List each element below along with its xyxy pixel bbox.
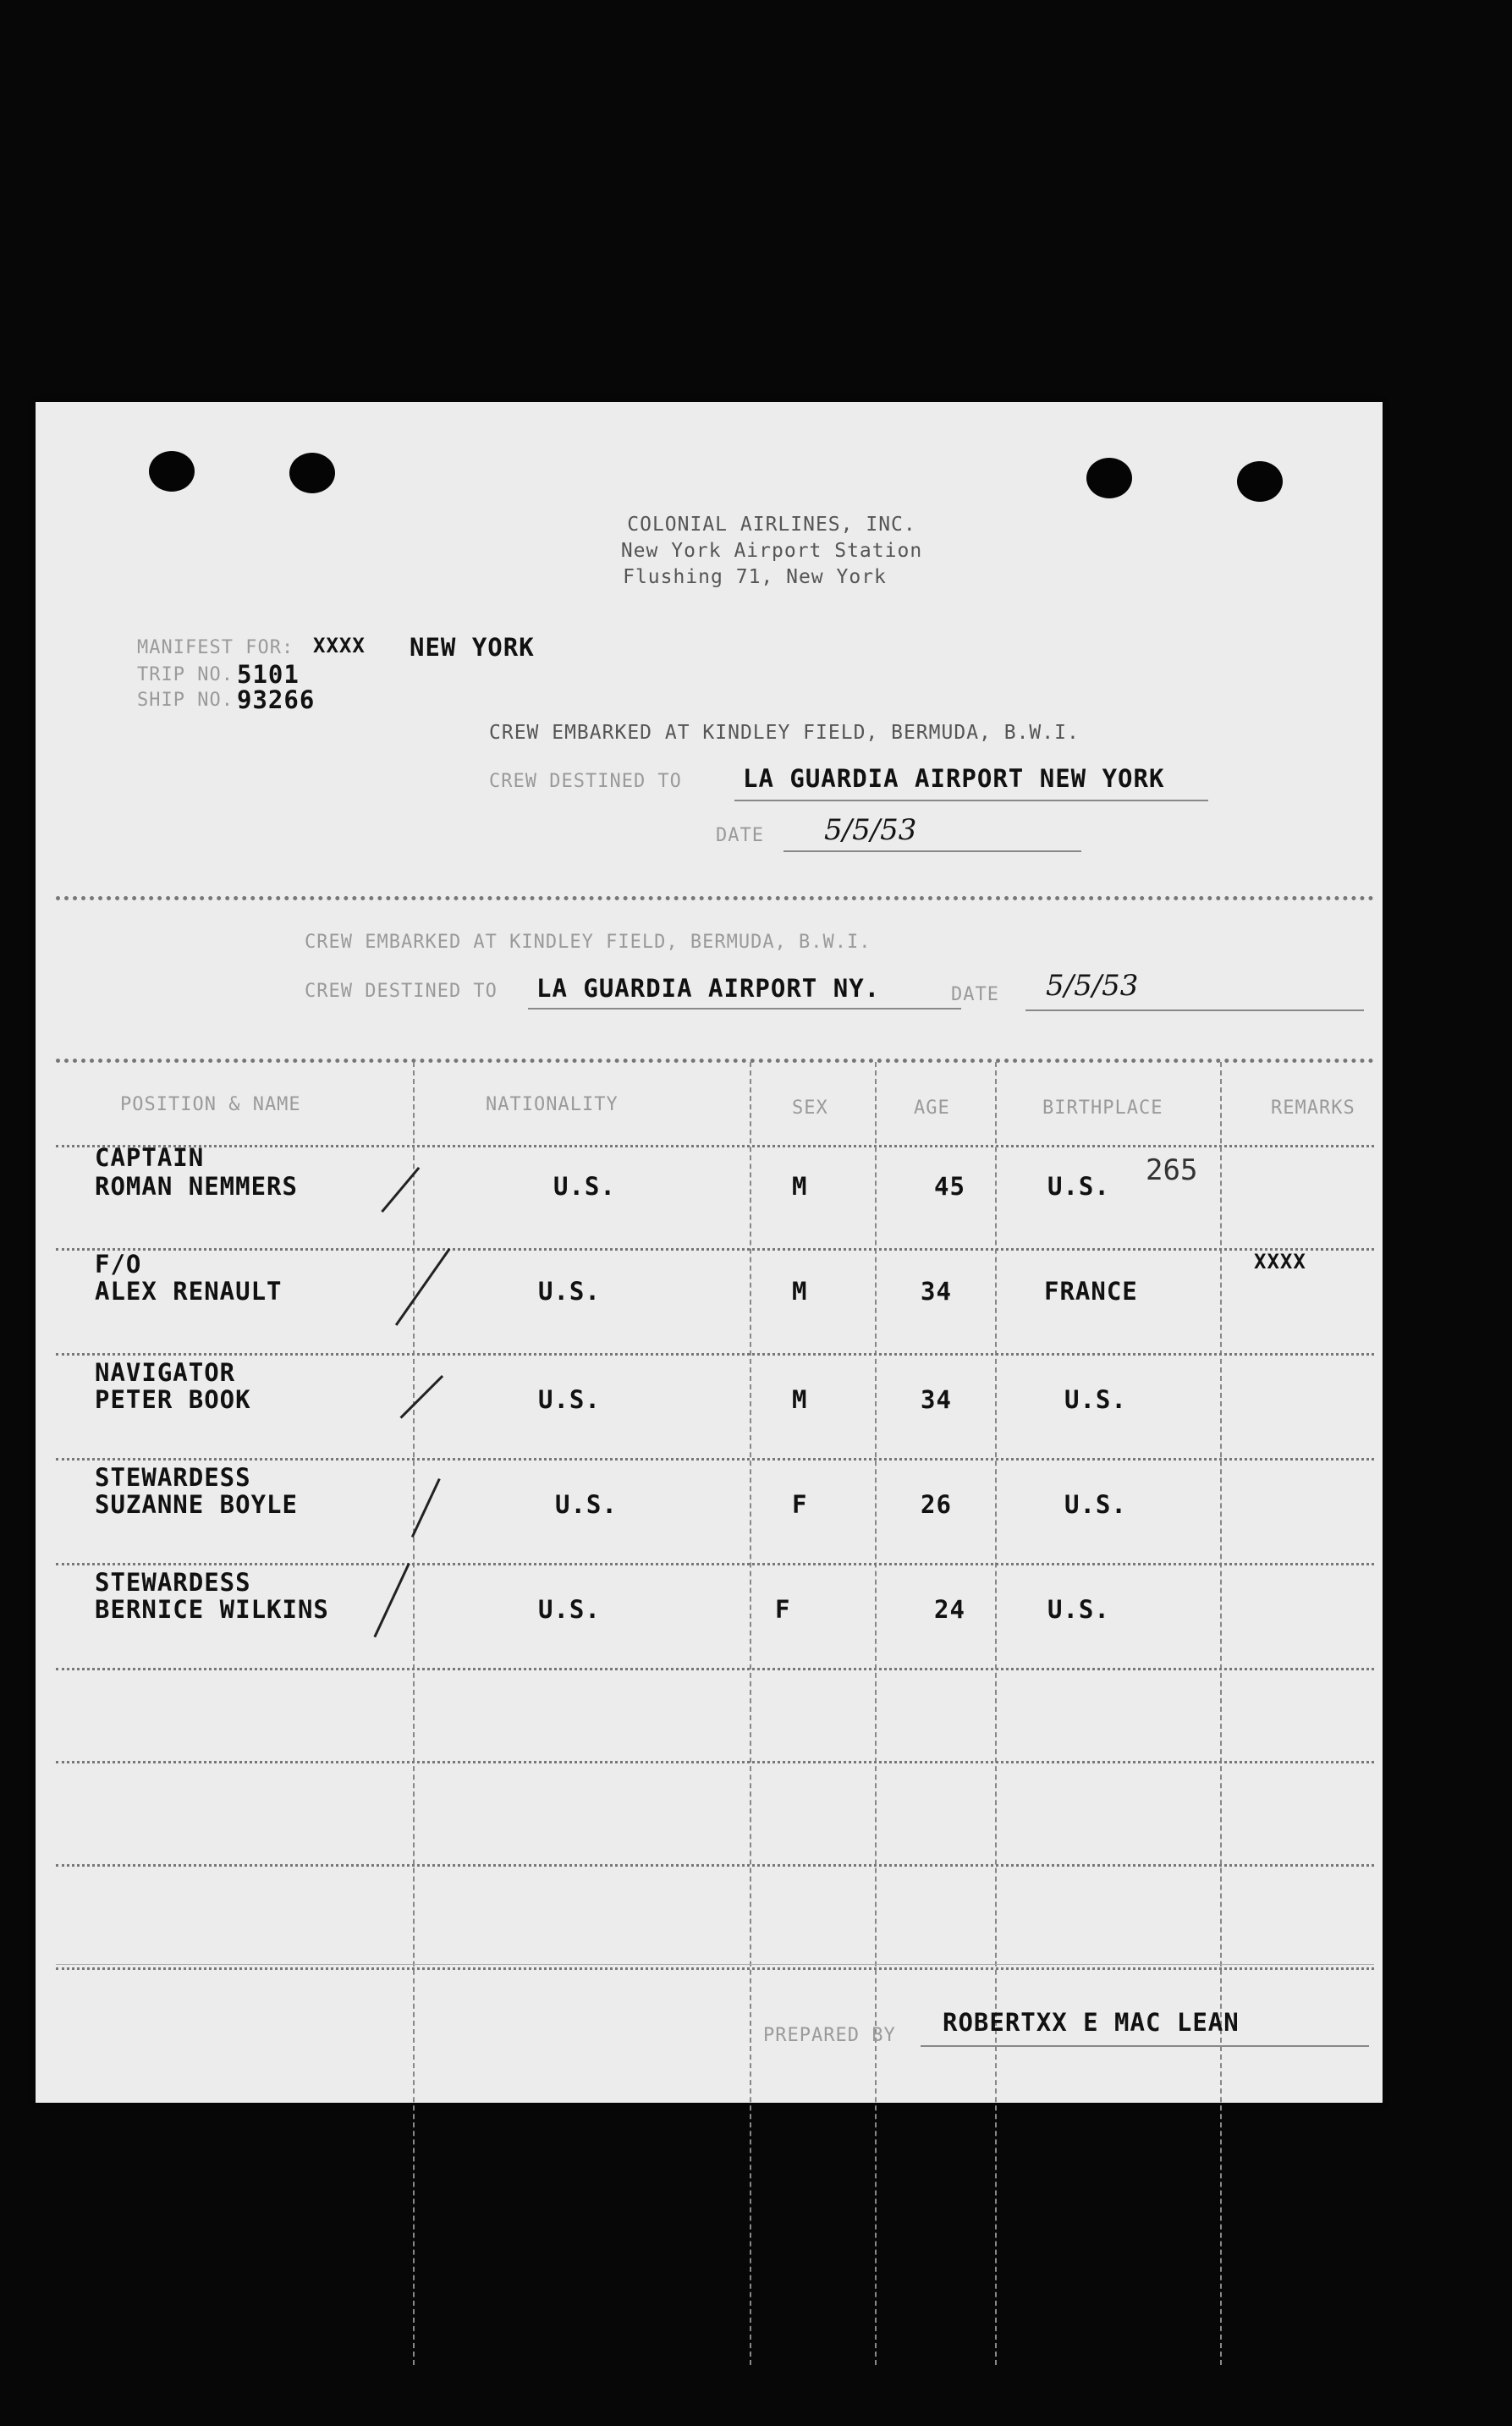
check-mark [400, 1375, 444, 1419]
trip-number: 5101 [237, 660, 300, 689]
crew-name: PETER BOOK [95, 1385, 251, 1414]
ship-number: 93266 [237, 685, 316, 714]
crew-age: 34 [921, 1385, 952, 1414]
crew-nationality: U.S. [538, 1385, 601, 1414]
crew-embarked-label: CREW EMBARKED AT KINDLEY FIELD, BERMUDA, B.W.I. [489, 722, 1080, 744]
crew-age: 24 [934, 1595, 965, 1624]
crew-remarks: XXXX [1254, 1250, 1306, 1274]
crew-destined-value-2: LA GUARDIA AIRPORT NY. [536, 974, 881, 1003]
punch-hole [289, 453, 335, 493]
crew-age: 45 [934, 1172, 965, 1201]
crew-birthplace: U.S. [1064, 1490, 1127, 1519]
crew-name: ROMAN NEMMERS [95, 1172, 298, 1201]
prepared-by-value: ROBERTXX E MAC LEAN [943, 2008, 1240, 2037]
letterhead-station: New York Airport Station [620, 540, 923, 562]
crew-name: ALEX RENAULT [95, 1277, 283, 1306]
crew-sex: M [792, 1172, 808, 1201]
trip-number-label: TRIP NO. [137, 664, 234, 685]
crew-age: 34 [921, 1277, 952, 1306]
crew-birthplace: FRANCE [1044, 1277, 1138, 1306]
date-value: 5/5/53 [824, 813, 917, 847]
punch-hole [1086, 458, 1132, 498]
crew-position: STEWARDESS [95, 1568, 251, 1597]
crew-position: CAPTAIN [95, 1143, 205, 1172]
column-header-position-name: POSITION & NAME [120, 1094, 301, 1115]
crew-nationality: U.S. [553, 1172, 616, 1201]
manifest-for-struck: XXXX [313, 634, 366, 657]
check-mark [411, 1478, 441, 1538]
check-mark [373, 1563, 410, 1637]
column-header-sex: SEX [792, 1097, 828, 1119]
crew-sex: F [775, 1595, 791, 1624]
crew-nationality: U.S. [538, 1595, 601, 1624]
manifest-for-label: MANIFEST FOR: [137, 637, 294, 658]
manifest-sheet [36, 402, 1383, 2103]
crew-birthplace: U.S. [1064, 1385, 1127, 1414]
crew-nationality: U.S. [538, 1277, 601, 1306]
check-mark [395, 1248, 451, 1326]
date-value-2: 5/5/53 [1046, 969, 1139, 1003]
punch-hole [1237, 461, 1283, 502]
date-label: DATE [716, 825, 764, 846]
crew-destined-label-2: CREW DESTINED TO [305, 981, 498, 1002]
crew-birthplace: U.S. [1047, 1595, 1110, 1624]
stamp-number: 265 [1146, 1153, 1198, 1187]
crew-embarked-label-2: CREW EMBARKED AT KINDLEY FIELD, BERMUDA, B.W.I. [305, 932, 871, 953]
crew-position: STEWARDESS [95, 1463, 251, 1492]
column-header-remarks: REMARKS [1271, 1097, 1355, 1119]
crew-sex: M [792, 1385, 808, 1414]
letterhead-company: COLONIAL AIRLINES, INC. [627, 514, 916, 536]
crew-sex: M [792, 1277, 808, 1306]
ship-number-label: SHIP NO. [137, 690, 234, 711]
prepared-by-label: PREPARED BY [763, 2025, 896, 2046]
letterhead-address: Flushing 71, New York [623, 566, 887, 588]
crew-name: BERNICE WILKINS [95, 1595, 329, 1624]
crew-destined-value: LA GUARDIA AIRPORT NEW YORK [743, 764, 1165, 793]
column-header-nationality: NATIONALITY [486, 1094, 619, 1115]
crew-sex: F [792, 1490, 808, 1519]
date-label-2: DATE [951, 984, 999, 1005]
divider [56, 896, 1374, 900]
punch-hole [149, 451, 195, 492]
manifest-for-value: NEW YORK [410, 633, 535, 662]
crew-destined-label: CREW DESTINED TO [489, 771, 682, 792]
crew-nationality: U.S. [555, 1490, 618, 1519]
crew-birthplace: U.S. [1047, 1172, 1110, 1201]
column-header-age: AGE [914, 1097, 950, 1119]
crew-position: F/O [95, 1250, 142, 1279]
crew-age: 26 [921, 1490, 952, 1519]
column-header-birthplace: BIRTHPLACE [1042, 1097, 1163, 1119]
crew-name: SUZANNE BOYLE [95, 1490, 298, 1519]
crew-position: NAVIGATOR [95, 1358, 236, 1387]
